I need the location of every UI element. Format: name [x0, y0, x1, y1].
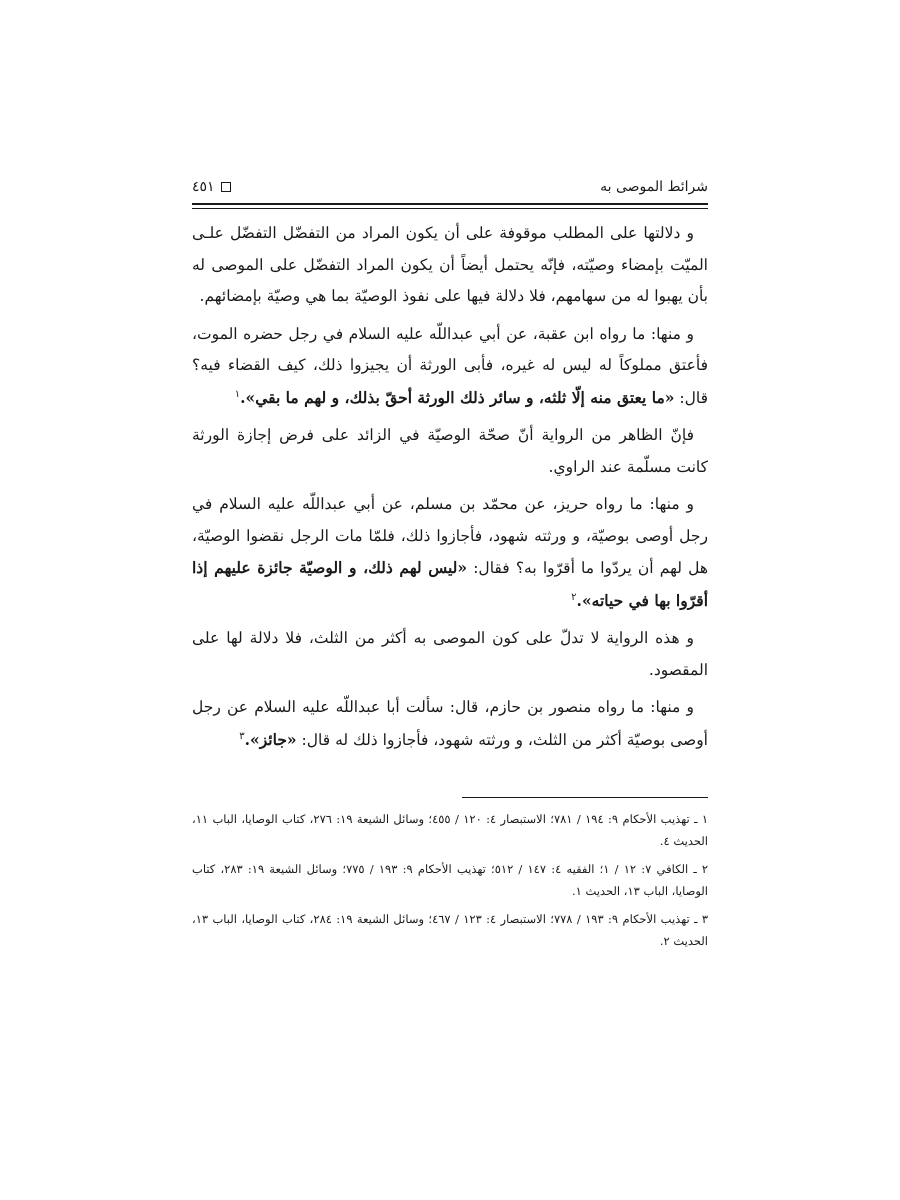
paragraph-6: [192, 692, 708, 756]
paragraph-6-text: و منها: ما رواه منصور بن حازم، قال: سألت أبا عبداللّه عليه السلام عن رجل أوصى بوصيّة أكثر من الثلث، و ورثته شهود، فأجازوا ذلك له قال:: [192, 698, 708, 749]
square-icon: [221, 182, 231, 192]
footnote-2: ٢ ـ الكافي ٧: ١٢ / ١؛ الفقيه ٤: ١٤٧ / ٥١٢؛ تهذيب الأحكام ٩: ١٩٣ / ٧٧٥؛ وسائل الشيعة ١٩: ٢٨٣، كتاب الوصايا، الباب ١٣، الحديث ١.: [192, 862, 709, 898]
running-title: شرائط الموصى به: [600, 179, 708, 195]
footnote-ref-3: ٣: [239, 730, 245, 742]
paragraph-4: [192, 489, 708, 617]
footnote-separator: [462, 797, 708, 798]
page-number: ٤٥١: [192, 179, 215, 195]
paragraph-1: و دلالتها على المطلب موقوفة على أن يكون المراد من التفضّل التفضّل علـى الميّت بإمضاء وصيّته، فإنّه يحتمل أيضاً أن يكون المراد التفضّل على الموصى له بأن يهبوا له من سهامهم، فلا دلالة فيها على نفوذ الوصيّة بما هي وصيّة بإمضائهم.: [192, 224, 708, 305]
paragraph-2-text: و منها: ما رواه ابن عقبة، عن أبي عبداللّه عليه السلام في رجل حضره الموت، فأعتق مملوكاً له ليس له غيره، فأبى الورثة أن يجيزوا ذلك، كيف القضاء فيه؟ قال:: [192, 324, 708, 407]
paragraph-2: [192, 319, 708, 415]
footnote-1: ١ ـ تهذيب الأحكام ٩: ١٩٤ / ٧٨١؛ الاستبصار ٤: ١٢٠ / ٤٥٥؛ وسائل الشيعة ١٩: ٢٧٦، كتاب الوصايا، الباب ١١، الحديث ٤.: [192, 812, 708, 848]
paragraph-6-quote: «جائز».: [244, 729, 297, 749]
header-rule-thick: [192, 203, 708, 205]
footnote-3: ٣ ـ تهذيب الأحكام ٩: ١٩٣ / ٧٧٨؛ الاستبصار ٤: ١٢٣ / ٤٦٧؛ وسائل الشيعة ١٩: ٢٨٤، كتاب الوصايا، الباب ١٣، الحديث ٢.: [192, 912, 708, 948]
page-header: [192, 176, 708, 198]
page-number-group: [192, 179, 231, 195]
footnote-ref-2: ٢: [571, 591, 577, 603]
paragraph-3: فإنّ الظاهر من الرواية أنّ صحّة الوصيّة في الزائد على فرض إجازة الورثة كانت مسلّمة عند الراوي.: [192, 426, 708, 476]
paragraph-4-quote: «ليس لهم ذلك، و الوصيّة جائزة عليهم إذا أقرّوا بها في حياته».: [192, 558, 708, 610]
paragraph-4-text: و منها: ما رواه حريز، عن محمّد بن مسلم، عن أبي عبداللّه عليه السلام في رجل أوصى بوصيّة، و ورثته شهود، فأجازوا ذلك، فلمّا مات الرجل نقضوا الوصيّة، هل لهم أن يردّوا ما أقرّوا به؟ فقال:: [192, 495, 708, 577]
header-rule-thin: [192, 208, 708, 209]
main-text: [192, 218, 708, 762]
paragraph-2-quote: «ما يعتق منه إلّا ثلثه، و سائر ذلك الورثة أحقّ بذلك، و لهم ما بقي».: [240, 387, 675, 407]
paragraph-5: و هذه الرواية لا تدلّ على كون الموصى به أكثر من الثلث، فلا دلالة لها على المقصود.: [192, 629, 708, 679]
footnotes: [192, 808, 708, 958]
footnote-ref-1: ١: [234, 388, 241, 400]
